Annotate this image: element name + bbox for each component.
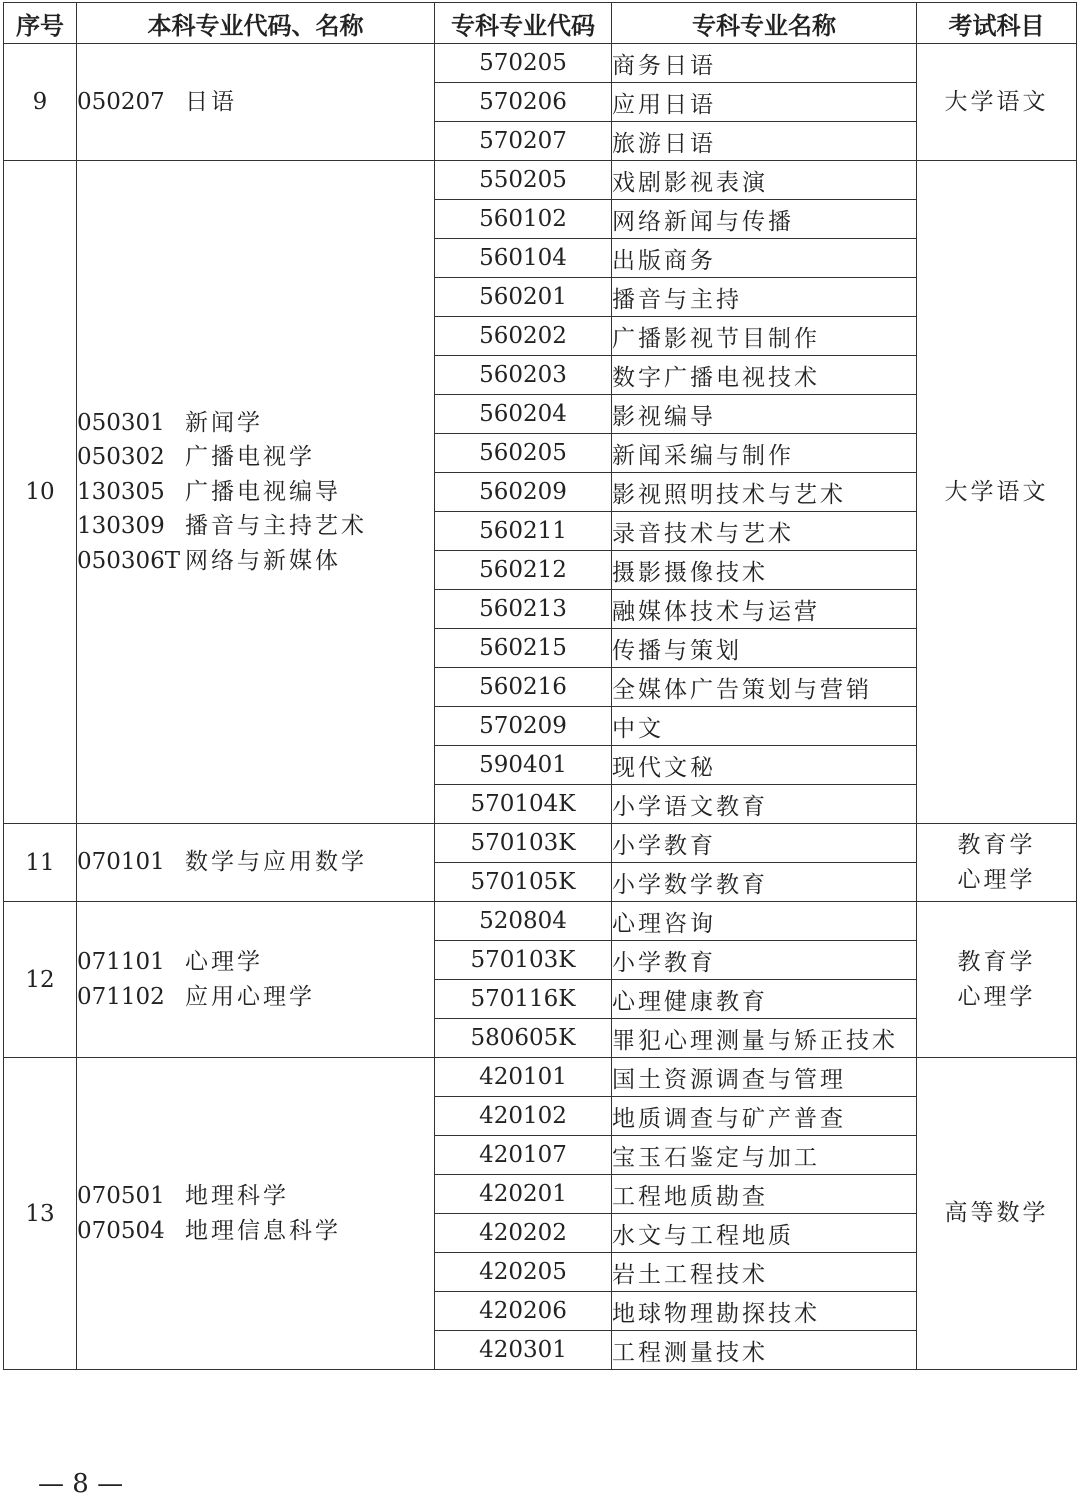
junior-major-code: 520804: [435, 902, 612, 941]
junior-major-name: 录音技术与艺术: [612, 512, 917, 551]
junior-major-name: 小学数学教育: [612, 863, 917, 902]
undergrad-major-code: 050301: [77, 409, 165, 436]
seq-cell: 9: [4, 44, 77, 161]
undergrad-major-cell: [77, 161, 435, 824]
junior-major-code: 570105K: [435, 863, 612, 902]
junior-major-name: 现代文秘: [612, 746, 917, 785]
exam-subject: 大学语文: [944, 88, 1049, 115]
junior-major-code: 580605K: [435, 1019, 612, 1058]
junior-major-code: 560211: [435, 512, 612, 551]
junior-major-name: 新闻采编与制作: [612, 434, 917, 473]
undergrad-major: [77, 475, 434, 510]
junior-major-name: 水文与工程地质: [612, 1214, 917, 1253]
junior-major-name: 数字广播电视技术: [612, 356, 917, 395]
junior-major-code: 560212: [435, 551, 612, 590]
undergrad-major: [77, 945, 434, 980]
junior-major-name: 应用日语: [612, 83, 917, 122]
junior-major-name: 地质调查与矿产普查: [612, 1097, 917, 1136]
junior-major-code: 570103K: [435, 941, 612, 980]
exam-subject-cell: [917, 1058, 1077, 1370]
undergrad-major-code: 070501: [77, 1183, 165, 1209]
junior-major-code: 570206: [435, 83, 612, 122]
undergrad-major-code: 070504: [77, 1217, 165, 1244]
table-row: [4, 902, 1077, 941]
junior-major-code: 570104K: [435, 785, 612, 824]
junior-major-name: 戏剧影视表演: [612, 161, 917, 200]
undergrad-major-name: 网络与新媒体: [185, 547, 341, 574]
undergrad-major-code: 050207: [77, 88, 165, 115]
junior-major-code: 560202: [435, 317, 612, 356]
undergrad-major: [77, 1179, 434, 1214]
undergrad-major-cell: [77, 902, 435, 1058]
junior-major-name: 小学语文教育: [612, 785, 917, 824]
header-exam-subject: 考试科目: [917, 3, 1077, 44]
undergrad-major-cell: [77, 824, 435, 902]
junior-major-name: 罪犯心理测量与矫正技术: [612, 1019, 917, 1058]
exam-subject: 心理学: [957, 866, 1036, 893]
junior-major-code: 420205: [435, 1253, 612, 1292]
table-row: [4, 161, 1077, 200]
undergrad-major-name: 数学与应用数学: [185, 849, 367, 876]
junior-major-code: 570209: [435, 707, 612, 746]
undergrad-major-code: 050302: [77, 444, 165, 471]
junior-major-name: 工程测量技术: [612, 1331, 917, 1370]
exam-subject: 心理学: [957, 983, 1036, 1010]
header-junior-code: 专科专业代码: [435, 3, 612, 44]
junior-major-code: 560205: [435, 434, 612, 473]
seq-cell: 10: [4, 161, 77, 824]
seq-cell: 13: [4, 1058, 77, 1370]
exam-subject-cell: [917, 824, 1077, 902]
undergrad-major: [77, 544, 434, 579]
junior-major-name: 心理咨询: [612, 902, 917, 941]
junior-major-name: 影视照明技术与艺术: [612, 473, 917, 512]
exam-subject-cell: [917, 161, 1077, 824]
junior-major-code: 420206: [435, 1292, 612, 1331]
undergrad-major: [77, 406, 434, 441]
exam-subject-cell: [917, 44, 1077, 161]
undergrad-major: [77, 845, 434, 880]
junior-major-code: 570207: [435, 122, 612, 161]
junior-major-code: 560216: [435, 668, 612, 707]
undergrad-major-name: 广播电视学: [185, 444, 315, 471]
junior-major-name: 心理健康教育: [612, 980, 917, 1019]
undergrad-major-code: 070101: [77, 849, 165, 876]
junior-major-code: 560203: [435, 356, 612, 395]
undergrad-major-name: 心理学: [185, 949, 263, 975]
junior-major-name: 传播与策划: [612, 629, 917, 668]
undergrad-major-name: 地理科学: [185, 1183, 289, 1209]
junior-major-name: 播音与主持: [612, 278, 917, 317]
junior-major-name: 岩土工程技术: [612, 1253, 917, 1292]
junior-major-name: 工程地质勘查: [612, 1175, 917, 1214]
exam-subject: 高等数学: [944, 1200, 1049, 1226]
undergrad-major-code: 071102: [77, 983, 165, 1010]
undergrad-major-code: 071101: [77, 949, 165, 975]
junior-major-name: 出版商务: [612, 239, 917, 278]
junior-major-code: 560204: [435, 395, 612, 434]
junior-major-name: 全媒体广告策划与营销: [612, 668, 917, 707]
junior-major-name: 国土资源调查与管理: [612, 1058, 917, 1097]
exam-subject: 大学语文: [944, 478, 1049, 505]
table-body: [4, 44, 1077, 1370]
junior-major-code: 560201: [435, 278, 612, 317]
junior-major-code: 570103K: [435, 824, 612, 863]
undergrad-major-name: 广播电视编导: [185, 478, 341, 505]
junior-major-code: 550205: [435, 161, 612, 200]
seq-cell: 11: [4, 824, 77, 902]
undergrad-major-name: 日语: [185, 88, 237, 115]
junior-major-code: 420202: [435, 1214, 612, 1253]
header-junior-name: 专科专业名称: [612, 3, 917, 44]
junior-major-name: 影视编导: [612, 395, 917, 434]
seq-cell: 12: [4, 902, 77, 1058]
junior-major-code: 420101: [435, 1058, 612, 1097]
junior-major-name: 中文: [612, 707, 917, 746]
junior-major-name: 融媒体技术与运营: [612, 590, 917, 629]
junior-major-code: 420107: [435, 1136, 612, 1175]
junior-major-code: 420301: [435, 1331, 612, 1370]
junior-major-name: 旅游日语: [612, 122, 917, 161]
undergrad-major: [77, 509, 434, 544]
junior-major-code: 560102: [435, 200, 612, 239]
undergrad-major-cell: [77, 44, 435, 161]
junior-major-code: 560213: [435, 590, 612, 629]
majors-table: [3, 2, 1077, 1370]
undergrad-major-cell: [77, 1058, 435, 1370]
undergrad-major-code: 130309: [77, 513, 165, 540]
undergrad-major: [77, 1214, 434, 1249]
junior-major-code: 570205: [435, 44, 612, 83]
header-row: [4, 3, 1077, 44]
header-seq: 序号: [4, 3, 77, 44]
exam-subject: 教育学: [957, 831, 1036, 858]
junior-major-code: 590401: [435, 746, 612, 785]
exam-subject-cell: [917, 902, 1077, 1058]
undergrad-major-code: 050306T: [77, 547, 181, 574]
undergrad-major: [77, 980, 434, 1015]
undergrad-major: [77, 440, 434, 475]
table-row: [4, 1058, 1077, 1097]
junior-major-code: 560104: [435, 239, 612, 278]
undergrad-major-code: 130305: [77, 478, 165, 505]
junior-major-code: 560215: [435, 629, 612, 668]
junior-major-name: 广播影视节目制作: [612, 317, 917, 356]
junior-major-code: 560209: [435, 473, 612, 512]
table-row: [4, 44, 1077, 83]
junior-major-code: 570116K: [435, 980, 612, 1019]
undergrad-major-name: 播音与主持艺术: [185, 513, 367, 540]
table-row: [4, 824, 1077, 863]
junior-major-name: 摄影摄像技术: [612, 551, 917, 590]
junior-major-name: 网络新闻与传播: [612, 200, 917, 239]
junior-major-code: 420201: [435, 1175, 612, 1214]
junior-major-name: 地球物理勘探技术: [612, 1292, 917, 1331]
header-undergrad-major: 本科专业代码、名称: [77, 3, 435, 44]
undergrad-major-name: 新闻学: [185, 409, 263, 436]
junior-major-code: 420102: [435, 1097, 612, 1136]
page-number: — 8 —: [38, 1469, 124, 1499]
undergrad-major: [77, 85, 434, 120]
undergrad-major-name: 地理信息科学: [185, 1217, 341, 1244]
junior-major-name: 商务日语: [612, 44, 917, 83]
exam-subject: 教育学: [957, 948, 1036, 975]
junior-major-name: 宝玉石鉴定与加工: [612, 1136, 917, 1175]
junior-major-name: 小学教育: [612, 941, 917, 980]
undergrad-major-name: 应用心理学: [185, 983, 315, 1010]
junior-major-name: 小学教育: [612, 824, 917, 863]
